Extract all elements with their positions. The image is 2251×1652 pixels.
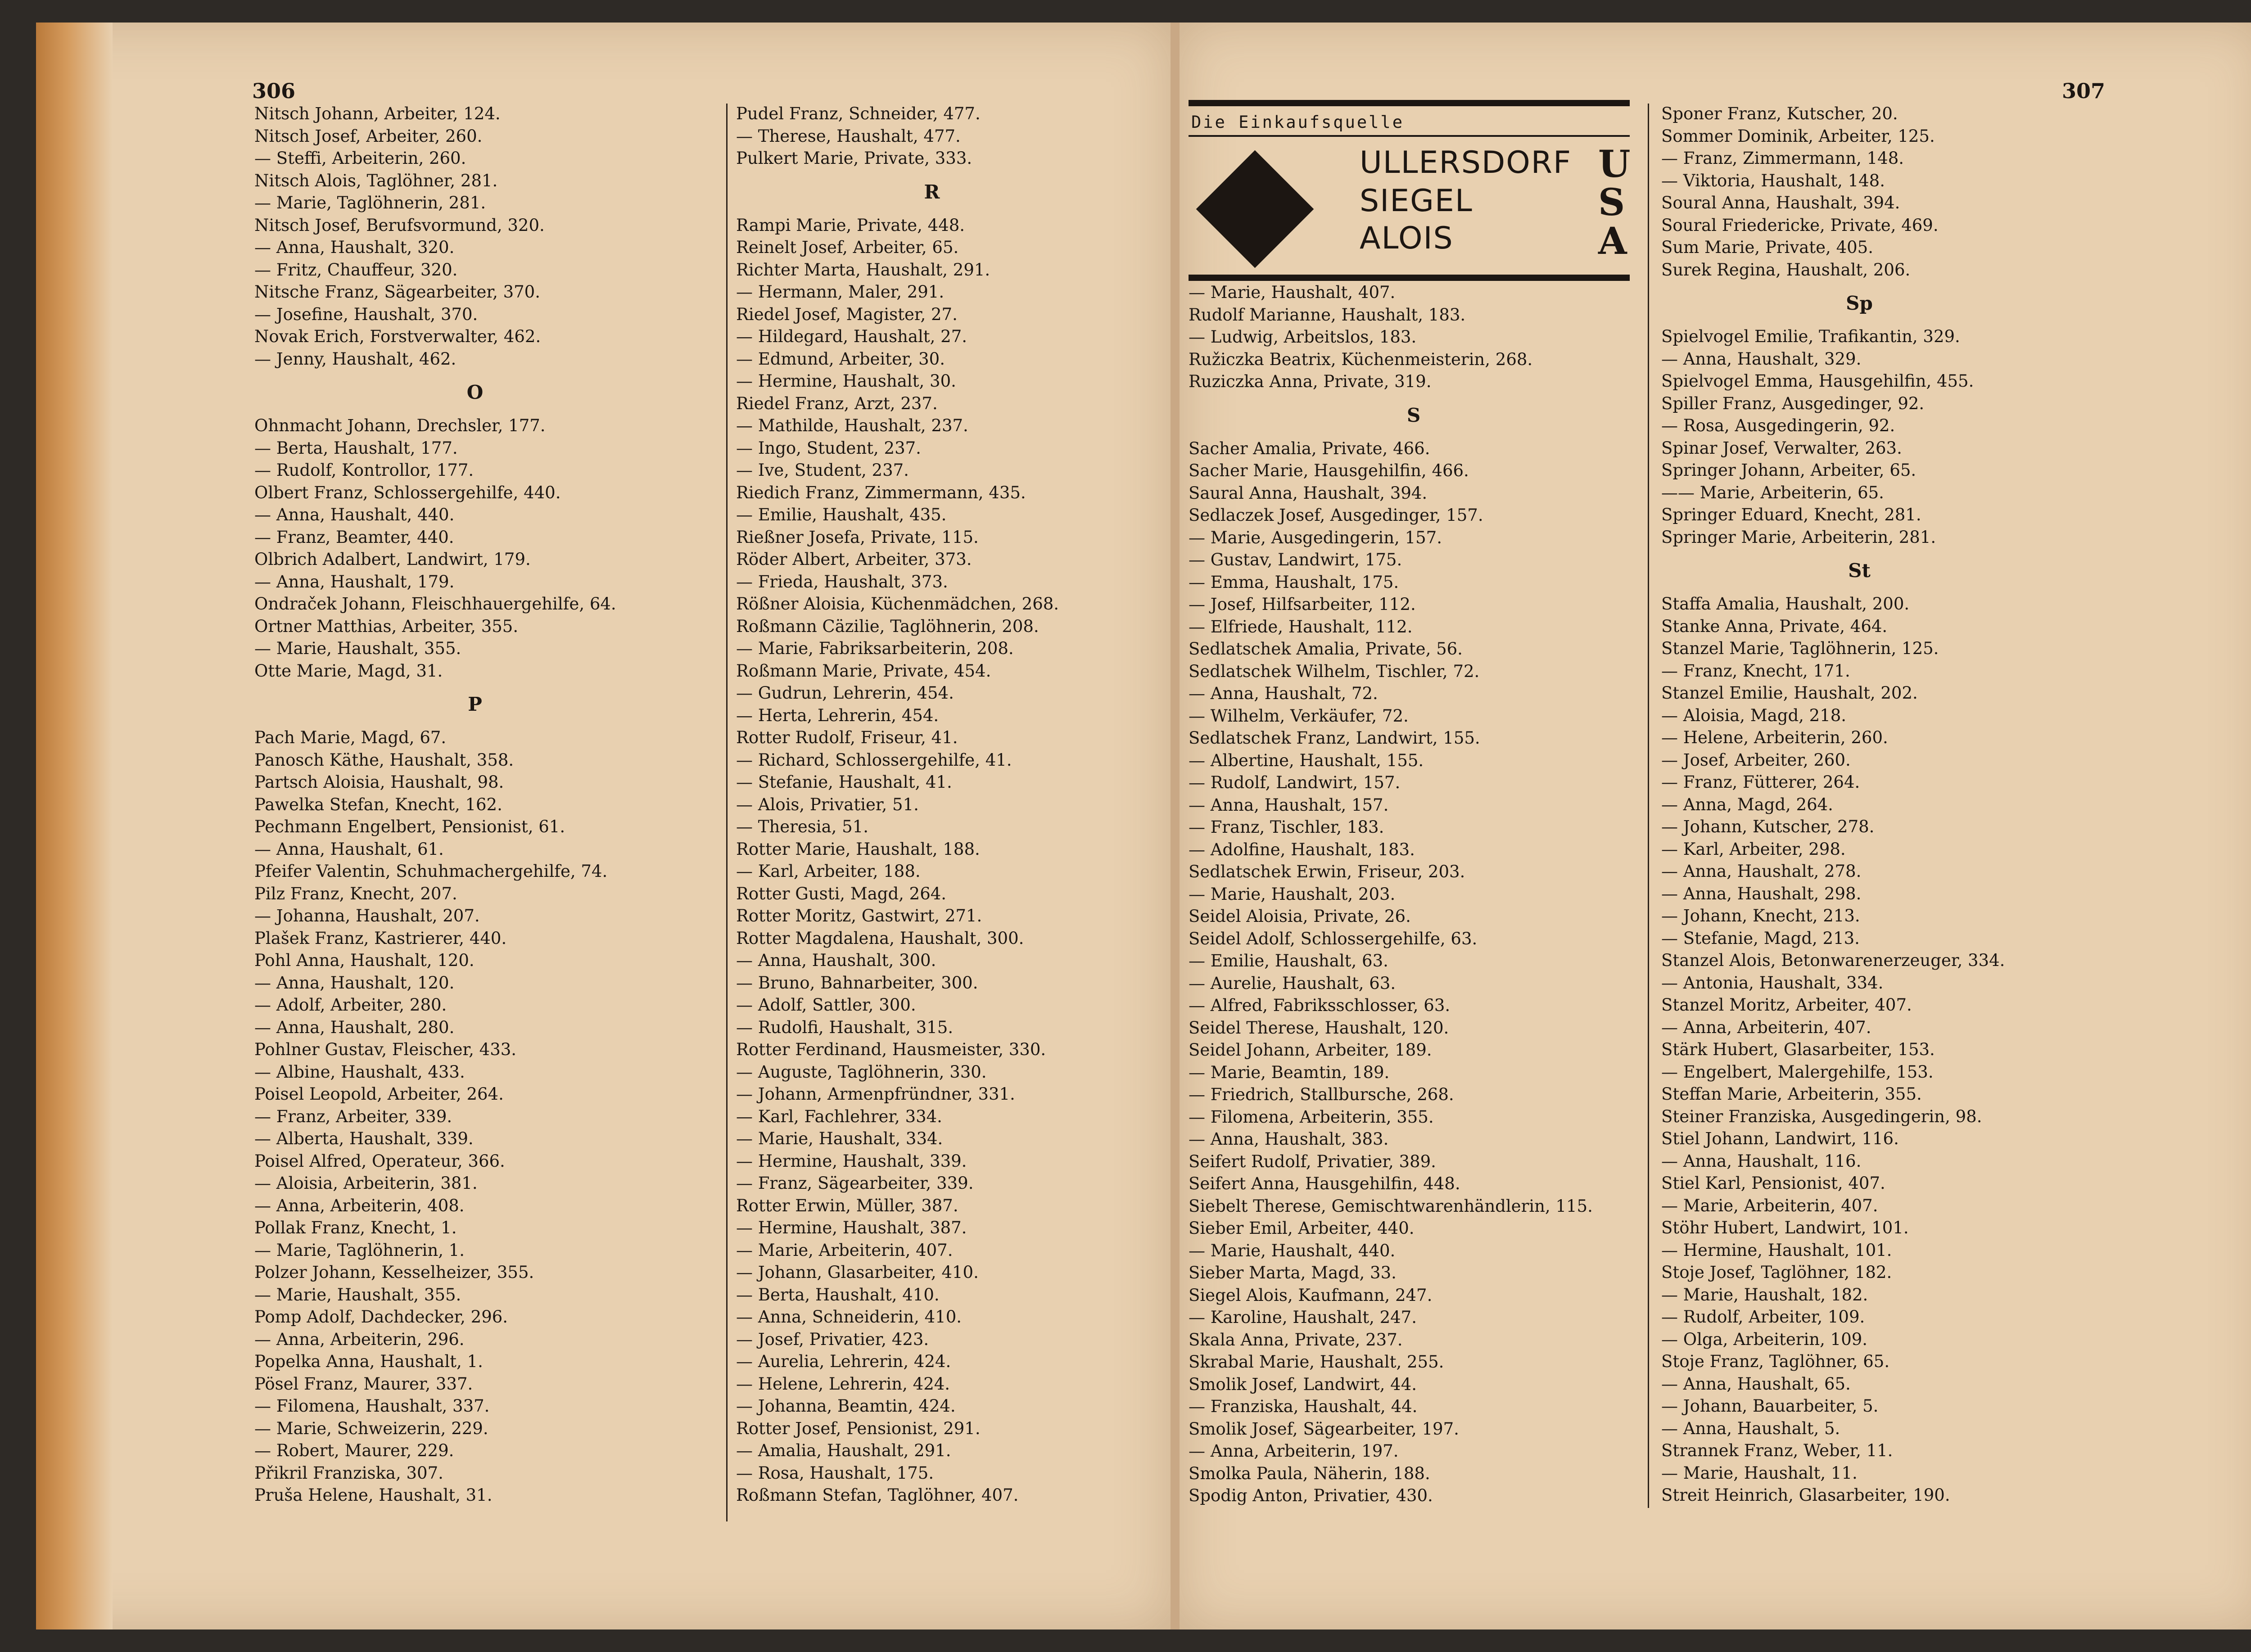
directory-entry: — Herta, Lehrerin, 454. bbox=[736, 705, 939, 725]
directory-entry: — Fritz, Chauffeur, 320. bbox=[254, 260, 458, 280]
directory-entry: Stanzel Marie, Taglöhnerin, 125. bbox=[1661, 639, 1939, 658]
directory-entry: — Adolf, Arbeiter, 280. bbox=[254, 995, 447, 1015]
directory-entry: — Marie, Beamtin, 189. bbox=[1189, 1062, 1390, 1082]
directory-entry: — Rudolfi, Haushalt, 315. bbox=[736, 1017, 954, 1037]
directory-entry: Soural Friedericke, Private, 469. bbox=[1661, 215, 1939, 235]
directory-entry: Stanzel Emilie, Haushalt, 202. bbox=[1661, 683, 1918, 703]
directory-entry: — Anna, Haushalt, 5. bbox=[1661, 1418, 1840, 1438]
directory-entry: — Steffi, Arbeiterin, 260. bbox=[254, 149, 466, 168]
directory-entry: Springer Johann, Arbeiter, 65. bbox=[1661, 460, 1917, 480]
ad-name-line: SIEGEL bbox=[1360, 183, 1473, 219]
directory-entry: Spiller Franz, Ausgedinger, 92. bbox=[1661, 393, 1925, 413]
directory-entry: — Franz, Knecht, 171. bbox=[1661, 661, 1850, 681]
directory-entry: — Marie, Taglöhnerin, 281. bbox=[254, 193, 486, 212]
directory-entry: — Josef, Privatier, 423. bbox=[736, 1329, 929, 1349]
directory-entry: — Anna, Haushalt, 179. bbox=[254, 572, 455, 591]
directory-entry: — Rudolf, Arbeiter, 109. bbox=[1661, 1307, 1865, 1327]
directory-entry: Rotter Ferdinand, Hausmeister, 330. bbox=[736, 1040, 1046, 1059]
directory-entry: Saural Anna, Haushalt, 394. bbox=[1189, 483, 1428, 503]
directory-entry: Poisel Leopold, Arbeiter, 264. bbox=[254, 1084, 504, 1104]
directory-entry: Pilz Franz, Knecht, 207. bbox=[254, 884, 457, 903]
directory-entry: Ohnmacht Johann, Drechsler, 177. bbox=[254, 416, 546, 435]
ad-divider bbox=[1189, 135, 1630, 137]
directory-entry: — Anna, Haushalt, 116. bbox=[1661, 1151, 1862, 1171]
section-letter-heading: R bbox=[924, 181, 940, 203]
directory-entry: Pach Marie, Magd, 67. bbox=[254, 728, 447, 747]
directory-entry: Ondraček Johann, Fleischhauergehilfe, 64. bbox=[254, 594, 616, 614]
directory-entry: — Filomena, Haushalt, 337. bbox=[254, 1396, 490, 1416]
directory-entry: — Anna, Haushalt, 61. bbox=[254, 839, 444, 859]
ad-bottom-bar bbox=[1189, 275, 1630, 281]
directory-entry: — Engelbert, Malergehilfe, 153. bbox=[1661, 1062, 1934, 1082]
directory-entry: — Adolfine, Haushalt, 183. bbox=[1189, 840, 1415, 859]
directory-entry: — Hermine, Haushalt, 339. bbox=[736, 1151, 967, 1171]
directory-entry: — Elfriede, Haushalt, 112. bbox=[1189, 617, 1413, 636]
directory-entry: Pawelka Stefan, Knecht, 162. bbox=[254, 794, 502, 814]
directory-entry: Streit Heinrich, Glasarbeiter, 190. bbox=[1661, 1485, 1950, 1505]
directory-entry: — Filomena, Arbeiterin, 355. bbox=[1189, 1107, 1434, 1127]
directory-entry: Partsch Aloisia, Haushalt, 98. bbox=[254, 772, 504, 792]
directory-entry: Seifert Rudolf, Privatier, 389. bbox=[1189, 1151, 1436, 1171]
directory-entry: Richter Marta, Haushalt, 291. bbox=[736, 260, 990, 280]
column-rule bbox=[1648, 104, 1649, 1508]
section-letter-heading: S bbox=[1406, 404, 1421, 426]
directory-entry: — Stefanie, Haushalt, 41. bbox=[736, 772, 952, 792]
section-letter-heading: O bbox=[466, 381, 484, 403]
directory-entry: — Anna, Haushalt, 157. bbox=[1189, 795, 1389, 815]
directory-entry: — Marie, Haushalt, 355. bbox=[254, 1285, 461, 1304]
directory-entry: Seifert Anna, Hausgehilfin, 448. bbox=[1189, 1174, 1460, 1193]
directory-entry: — Berta, Haushalt, 177. bbox=[254, 438, 458, 458]
directory-entry: — Anna, Haushalt, 440. bbox=[254, 505, 455, 524]
directory-entry: — Theresia, 51. bbox=[736, 817, 868, 836]
directory-entry: — Franz, Arbeiter, 339. bbox=[254, 1106, 452, 1126]
directory-entry: — Alberta, Haushalt, 339. bbox=[254, 1129, 474, 1148]
directory-entry: — Anna, Haushalt, 120. bbox=[254, 973, 455, 993]
directory-entry: Roßmann Stefan, Taglöhner, 407. bbox=[736, 1485, 1019, 1505]
directory-entry: — Frieda, Haushalt, 373. bbox=[736, 572, 948, 591]
directory-entry: — Hermine, Haushalt, 387. bbox=[736, 1218, 967, 1237]
ad-monogram-letter: U bbox=[1598, 143, 1631, 186]
directory-column-1 bbox=[254, 103, 696, 1507]
directory-entry: Springer Eduard, Knecht, 281. bbox=[1661, 505, 1921, 524]
directory-entry: Plašek Franz, Kastrierer, 440. bbox=[254, 928, 507, 948]
directory-entry: Rotter Erwin, Müller, 387. bbox=[736, 1196, 958, 1215]
directory-entry: — Ludwig, Arbeitslos, 183. bbox=[1189, 327, 1417, 347]
directory-entry: Riedel Franz, Arzt, 237. bbox=[736, 393, 938, 413]
directory-entry: — Anna, Haushalt, 383. bbox=[1189, 1129, 1389, 1149]
directory-entry: — Stefanie, Magd, 213. bbox=[1661, 928, 1860, 948]
directory-entry: Ruziczka Anna, Private, 319. bbox=[1189, 372, 1432, 391]
directory-entry: — Josefine, Haushalt, 370. bbox=[254, 304, 478, 324]
directory-entry: — Emma, Haushalt, 175. bbox=[1189, 572, 1399, 592]
directory-entry: — Franz, Beamter, 440. bbox=[254, 527, 454, 547]
directory-entry: — Johann, Bauarbeiter, 5. bbox=[1661, 1396, 1879, 1416]
ad-top-bar bbox=[1189, 100, 1630, 106]
column-rule bbox=[726, 104, 728, 1521]
directory-entry: Pohlner Gustav, Fleischer, 433. bbox=[254, 1040, 517, 1059]
directory-entry: Rotter Josef, Pensionist, 291. bbox=[736, 1418, 981, 1438]
directory-entry: Staffa Amalia, Haushalt, 200. bbox=[1661, 594, 1910, 614]
directory-entry: — Marie, Haushalt, 355. bbox=[254, 639, 461, 658]
diamond-logo-icon bbox=[1196, 150, 1314, 268]
directory-entry: — Anna, Haushalt, 300. bbox=[736, 951, 936, 970]
directory-entry: — Hermine, Haushalt, 101. bbox=[1661, 1240, 1892, 1260]
directory-entry: — Wilhelm, Verkäufer, 72. bbox=[1189, 706, 1409, 726]
directory-entry: Pechmann Engelbert, Pensionist, 61. bbox=[254, 817, 565, 836]
directory-entry: Panosch Käthe, Haushalt, 358. bbox=[254, 750, 514, 770]
directory-column-2 bbox=[736, 103, 1128, 1507]
directory-entry: — Anna, Schneiderin, 410. bbox=[736, 1307, 962, 1327]
directory-entry: Rießner Josefa, Private, 115. bbox=[736, 527, 979, 547]
directory-entry: Seidel Aloisia, Private, 26. bbox=[1189, 907, 1411, 926]
directory-entry: Seidel Adolf, Schlossergehilfe, 63. bbox=[1189, 929, 1478, 948]
directory-entry: — Emilie, Haushalt, 63. bbox=[1189, 951, 1388, 970]
directory-entry: Pomp Adolf, Dachdecker, 296. bbox=[254, 1307, 508, 1327]
directory-entry: — Rosa, Haushalt, 175. bbox=[736, 1463, 934, 1483]
section-letter-heading: St bbox=[1848, 560, 1871, 582]
directory-entry: Rotter Gusti, Magd, 264. bbox=[736, 884, 947, 903]
directory-entry: — Anna, Haushalt, 320. bbox=[254, 238, 455, 257]
ad-tagline: Die Einkaufsquelle bbox=[1191, 113, 1404, 132]
directory-entry: — Anna, Haushalt, 72. bbox=[1189, 684, 1378, 703]
directory-entry: — Marie, Haushalt, 407. bbox=[1189, 283, 1396, 302]
directory-entry: Sieber Marta, Magd, 33. bbox=[1189, 1263, 1397, 1282]
directory-entry: Pollak Franz, Knecht, 1. bbox=[254, 1218, 457, 1237]
directory-entry: — Johann, Glasarbeiter, 410. bbox=[736, 1263, 979, 1282]
directory-entry: Stärk Hubert, Glasarbeiter, 153. bbox=[1661, 1040, 1935, 1059]
directory-entry: Přikril Franziska, 307. bbox=[254, 1463, 443, 1483]
directory-entry: Steffan Marie, Arbeiterin, 355. bbox=[1661, 1084, 1922, 1104]
directory-entry: Poisel Alfred, Operateur, 366. bbox=[254, 1151, 505, 1171]
directory-entry: — Edmund, Arbeiter, 30. bbox=[736, 349, 945, 369]
page-number-right: 307 bbox=[2062, 79, 2106, 103]
directory-entry: Stanke Anna, Private, 464. bbox=[1661, 616, 1888, 636]
directory-entry: — Friedrich, Stallbursche, 268. bbox=[1189, 1085, 1454, 1104]
directory-entry: — Anna, Haushalt, 298. bbox=[1661, 884, 1862, 903]
directory-entry: — Therese, Haushalt, 477. bbox=[736, 126, 961, 146]
directory-entry: — Helene, Arbeiterin, 260. bbox=[1661, 728, 1888, 747]
directory-entry: — Alois, Privatier, 51. bbox=[736, 794, 919, 814]
directory-entry: Polzer Johann, Kesselheizer, 355. bbox=[254, 1263, 534, 1282]
directory-entry: — Franz, Tischler, 183. bbox=[1189, 817, 1384, 837]
directory-entry: — Franziska, Haushalt, 44. bbox=[1189, 1397, 1418, 1416]
directory-entry: — Berta, Haushalt, 410. bbox=[736, 1285, 940, 1304]
directory-entry: Stiel Johann, Landwirt, 116. bbox=[1661, 1129, 1899, 1148]
directory-entry: Rudolf Marianne, Haushalt, 183. bbox=[1189, 305, 1466, 325]
directory-entry: Smolik Josef, Sägearbeiter, 197. bbox=[1189, 1419, 1459, 1439]
directory-entry: Skrabal Marie, Haushalt, 255. bbox=[1189, 1352, 1444, 1372]
directory-entry: Pruša Helene, Haushalt, 31. bbox=[254, 1485, 493, 1505]
section-letter-heading: Sp bbox=[1846, 292, 1873, 314]
directory-column-4 bbox=[1661, 103, 2057, 1507]
directory-entry: — Anna, Haushalt, 329. bbox=[1661, 349, 1862, 369]
directory-entry: Sedlatschek Erwin, Friseur, 203. bbox=[1189, 862, 1465, 881]
directory-entry: — Karl, Arbeiter, 298. bbox=[1661, 839, 1846, 859]
directory-entry: Sacher Amalia, Private, 466. bbox=[1189, 438, 1430, 458]
directory-entry: — Johanna, Beamtin, 424. bbox=[736, 1396, 956, 1416]
directory-entry: — Karl, Arbeiter, 188. bbox=[736, 862, 921, 881]
directory-entry: Pfeifer Valentin, Schuhmachergehilfe, 74. bbox=[254, 862, 608, 881]
directory-entry: — Marie, Haushalt, 182. bbox=[1661, 1285, 1868, 1304]
directory-entry: — Anna, Arbeiterin, 197. bbox=[1189, 1441, 1399, 1461]
directory-entry: — Johann, Armenpfründner, 331. bbox=[736, 1084, 1015, 1104]
directory-entry: Pösel Franz, Maurer, 337. bbox=[254, 1374, 473, 1394]
directory-entry: — Alfred, Fabriksschlosser, 63. bbox=[1189, 996, 1451, 1015]
directory-entry: Spinar Josef, Verwalter, 263. bbox=[1661, 438, 1902, 458]
ad-monogram-letter: S bbox=[1598, 181, 1625, 224]
directory-entry: Spielvogel Emilie, Trafikantin, 329. bbox=[1661, 327, 1960, 346]
directory-entry: Sacher Marie, Hausgehilfin, 466. bbox=[1189, 461, 1469, 480]
directory-entry: Sieber Emil, Arbeiter, 440. bbox=[1189, 1219, 1415, 1238]
directory-entry: Popelka Anna, Haushalt, 1. bbox=[254, 1352, 483, 1371]
directory-entry: Stanzel Moritz, Arbeiter, 407. bbox=[1661, 995, 1912, 1015]
directory-entry: Stiel Karl, Pensionist, 407. bbox=[1661, 1174, 1885, 1193]
directory-entry: — Josef, Hilfsarbeiter, 112. bbox=[1189, 595, 1416, 614]
directory-entry: — Karl, Fachlehrer, 334. bbox=[736, 1106, 942, 1126]
directory-entry: Smolka Paula, Näherin, 188. bbox=[1189, 1463, 1430, 1483]
directory-entry: Rotter Rudolf, Friseur, 41. bbox=[736, 728, 958, 747]
directory-entry: — Anna, Arbeiterin, 296. bbox=[254, 1329, 465, 1349]
directory-entry: Springer Marie, Arbeiterin, 281. bbox=[1661, 527, 1936, 547]
directory-entry: Nitsch Josef, Arbeiter, 260. bbox=[254, 126, 483, 146]
directory-entry: Spodig Anton, Privatier, 430. bbox=[1189, 1486, 1433, 1505]
directory-entry: Strannek Franz, Weber, 11. bbox=[1661, 1441, 1893, 1460]
directory-entry: — Marie, Fabriksarbeiterin, 208. bbox=[736, 639, 1014, 658]
directory-entry: — Aloisia, Arbeiterin, 381. bbox=[254, 1174, 478, 1193]
directory-entry: Sponer Franz, Kutscher, 20. bbox=[1661, 104, 1898, 123]
directory-entry: Pulkert Marie, Private, 333. bbox=[736, 149, 972, 168]
directory-entry: — Franz, Sägearbeiter, 339. bbox=[736, 1174, 974, 1193]
ad-name-line: ALOIS bbox=[1360, 221, 1454, 256]
directory-entry: — Gustav, Landwirt, 175. bbox=[1189, 550, 1402, 569]
directory-entry: Sommer Dominik, Arbeiter, 125. bbox=[1661, 126, 1935, 146]
directory-entry: Pudel Franz, Schneider, 477. bbox=[736, 104, 981, 123]
directory-entry: Nitsch Alois, Taglöhner, 281. bbox=[254, 171, 498, 190]
directory-entry: — Ingo, Student, 237. bbox=[736, 438, 921, 458]
directory-entry: — Emilie, Haushalt, 435. bbox=[736, 505, 947, 524]
directory-entry: — Karoline, Haushalt, 247. bbox=[1189, 1308, 1417, 1327]
directory-entry: — Anna, Haushalt, 65. bbox=[1661, 1374, 1851, 1394]
directory-entry: Roßmann Cäzilie, Taglöhnerin, 208. bbox=[736, 616, 1039, 636]
directory-entry: Seidel Johann, Arbeiter, 189. bbox=[1189, 1040, 1432, 1060]
directory-entry: — Jenny, Haushalt, 462. bbox=[254, 349, 457, 369]
directory-entry: Sedlatschek Wilhelm, Tischler, 72. bbox=[1189, 661, 1480, 681]
directory-entry: Olbert Franz, Schlossergehilfe, 440. bbox=[254, 483, 561, 502]
ad-name-line: ULLERSDORF bbox=[1360, 145, 1572, 181]
directory-entry: Sum Marie, Private, 405. bbox=[1661, 238, 1873, 257]
directory-entry: — Antonia, Haushalt, 334. bbox=[1661, 973, 1884, 993]
directory-entry: Siebelt Therese, Gemischtwarenhändlerin, 115. bbox=[1189, 1196, 1593, 1216]
directory-entry: Riedich Franz, Zimmermann, 435. bbox=[736, 483, 1026, 502]
directory-entry: Rampi Marie, Private, 448. bbox=[736, 215, 965, 235]
directory-entry: Otte Marie, Magd, 31. bbox=[254, 661, 443, 681]
directory-entry: — Josef, Arbeiter, 260. bbox=[1661, 750, 1851, 770]
directory-entry: — Franz, Zimmermann, 148. bbox=[1661, 149, 1904, 168]
directory-entry: Sedlatschek Amalia, Private, 56. bbox=[1189, 639, 1463, 659]
directory-entry: — Hildegard, Haushalt, 27. bbox=[736, 327, 967, 346]
directory-entry: Seidel Therese, Haushalt, 120. bbox=[1189, 1018, 1449, 1038]
directory-entry: Rotter Marie, Haushalt, 188. bbox=[736, 839, 980, 859]
directory-entry: Rößner Aloisia, Küchenmädchen, 268. bbox=[736, 594, 1059, 614]
directory-entry: Stoje Josef, Taglöhner, 182. bbox=[1661, 1263, 1892, 1282]
directory-entry: — Viktoria, Haushalt, 148. bbox=[1661, 171, 1885, 190]
directory-entry: Röder Albert, Arbeiter, 373. bbox=[736, 550, 972, 569]
directory-entry: — Auguste, Taglöhnerin, 330. bbox=[736, 1062, 987, 1082]
advertisement bbox=[1189, 100, 1630, 284]
directory-entry: — Franz, Fütterer, 264. bbox=[1661, 772, 1860, 792]
directory-entry: Olbrich Adalbert, Landwirt, 179. bbox=[254, 550, 531, 569]
directory-entry: — Rosa, Ausgedingerin, 92. bbox=[1661, 416, 1895, 435]
directory-entry: — Anna, Arbeiterin, 407. bbox=[1661, 1017, 1871, 1037]
directory-entry: — Marie, Schweizerin, 229. bbox=[254, 1418, 488, 1438]
directory-entry: — Marie, Haushalt, 11. bbox=[1661, 1463, 1858, 1483]
directory-entry: — Anna, Haushalt, 280. bbox=[254, 1017, 455, 1037]
directory-entry: — Aurelie, Haushalt, 63. bbox=[1189, 973, 1396, 993]
directory-entry: Steiner Franziska, Ausgedingerin, 98. bbox=[1661, 1106, 1982, 1126]
directory-entry: — Gudrun, Lehrerin, 454. bbox=[736, 683, 954, 703]
directory-entry: — Rudolf, Landwirt, 157. bbox=[1189, 773, 1401, 792]
directory-entry: Siegel Alois, Kaufmann, 247. bbox=[1189, 1285, 1433, 1305]
directory-entry: Spielvogel Emma, Hausgehilfin, 455. bbox=[1661, 371, 1974, 391]
directory-entry: — Johann, Kutscher, 278. bbox=[1661, 817, 1875, 836]
directory-entry: — Johanna, Haushalt, 207. bbox=[254, 906, 480, 925]
directory-entry: Soural Anna, Haushalt, 394. bbox=[1661, 193, 1900, 212]
directory-entry: — Adolf, Sattler, 300. bbox=[736, 995, 916, 1015]
directory-entry: Rotter Magdalena, Haushalt, 300. bbox=[736, 928, 1024, 948]
directory-entry: — Marie, Haushalt, 203. bbox=[1189, 884, 1396, 904]
directory-entry: — Albine, Haushalt, 433. bbox=[254, 1062, 465, 1082]
directory-entry: — Anna, Magd, 264. bbox=[1661, 794, 1833, 814]
directory-entry: — Helene, Lehrerin, 424. bbox=[736, 1374, 950, 1394]
directory-entry: Ružiczka Beatrix, Küchenmeisterin, 268. bbox=[1189, 349, 1533, 369]
directory-entry: — Anna, Arbeiterin, 408. bbox=[254, 1196, 465, 1215]
directory-entry: — Robert, Maurer, 229. bbox=[254, 1441, 454, 1460]
directory-entry: Rotter Moritz, Gastwirt, 271. bbox=[736, 906, 982, 925]
directory-entry: — Aloisia, Magd, 218. bbox=[1661, 705, 1847, 725]
directory-entry: — Marie, Arbeiterin, 407. bbox=[1661, 1196, 1878, 1215]
directory-entry: — Bruno, Bahnarbeiter, 300. bbox=[736, 973, 978, 993]
directory-entry: — Johann, Knecht, 213. bbox=[1661, 906, 1860, 925]
directory-entry: — Ive, Student, 237. bbox=[736, 460, 909, 480]
directory-entry: — Richard, Schlossergehilfe, 41. bbox=[736, 750, 1012, 770]
directory-entry: Nitsche Franz, Sägearbeiter, 370. bbox=[254, 282, 540, 302]
directory-entry: — Marie, Taglöhnerin, 1. bbox=[254, 1240, 465, 1260]
directory-entry: — Rudolf, Kontrollor, 177. bbox=[254, 460, 474, 480]
directory-entry: —— Marie, Arbeiterin, 65. bbox=[1661, 483, 1884, 502]
directory-entry: — Marie, Ausgedingerin, 157. bbox=[1189, 528, 1442, 547]
directory-entry: Nitsch Johann, Arbeiter, 124. bbox=[254, 104, 501, 123]
directory-entry: Pohl Anna, Haushalt, 120. bbox=[254, 951, 475, 970]
page-edge bbox=[36, 23, 113, 1629]
directory-entry: Surek Regina, Haushalt, 206. bbox=[1661, 260, 1911, 280]
page-number-left: 306 bbox=[252, 79, 296, 103]
directory-entry: — Albertine, Haushalt, 155. bbox=[1189, 750, 1424, 770]
directory-entry: Sedlatschek Franz, Landwirt, 155. bbox=[1189, 728, 1480, 748]
directory-entry: Stoje Franz, Taglöhner, 65. bbox=[1661, 1352, 1890, 1371]
directory-entry: — Aurelia, Lehrerin, 424. bbox=[736, 1352, 951, 1371]
directory-entry: — Anna, Haushalt, 278. bbox=[1661, 862, 1862, 881]
directory-entry: Sedlaczek Josef, Ausgedinger, 157. bbox=[1189, 506, 1483, 525]
directory-entry: Stanzel Alois, Betonwarenerzeuger, 334. bbox=[1661, 951, 2005, 970]
directory-entry: — Olga, Arbeiterin, 109. bbox=[1661, 1329, 1868, 1349]
directory-entry: Stöhr Hubert, Landwirt, 101. bbox=[1661, 1218, 1909, 1237]
directory-entry: Skala Anna, Private, 237. bbox=[1189, 1330, 1403, 1350]
directory-entry: Smolik Josef, Landwirt, 44. bbox=[1189, 1374, 1417, 1394]
ad-monogram-letter: A bbox=[1598, 220, 1627, 263]
directory-entry: Novak Erich, Forstverwalter, 462. bbox=[254, 327, 541, 346]
directory-entry: — Amalia, Haushalt, 291. bbox=[736, 1441, 951, 1460]
directory-entry: — Hermann, Maler, 291. bbox=[736, 282, 945, 302]
directory-entry: — Mathilde, Haushalt, 237. bbox=[736, 416, 968, 435]
directory-entry: — Marie, Arbeiterin, 407. bbox=[736, 1240, 953, 1260]
directory-entry: — Marie, Haushalt, 334. bbox=[736, 1129, 943, 1148]
directory-entry: Nitsch Josef, Berufsvormund, 320. bbox=[254, 215, 545, 235]
directory-entry: Reinelt Josef, Arbeiter, 65. bbox=[736, 238, 959, 257]
directory-column-3 bbox=[1189, 281, 1639, 1507]
directory-entry: Ortner Matthias, Arbeiter, 355. bbox=[254, 616, 519, 636]
directory-entry: — Hermine, Haushalt, 30. bbox=[736, 371, 956, 391]
directory-entry: Roßmann Marie, Private, 454. bbox=[736, 661, 991, 681]
section-letter-heading: P bbox=[468, 693, 482, 715]
directory-entry: Riedel Josef, Magister, 27. bbox=[736, 304, 958, 324]
directory-entry: — Marie, Haushalt, 440. bbox=[1189, 1241, 1396, 1260]
